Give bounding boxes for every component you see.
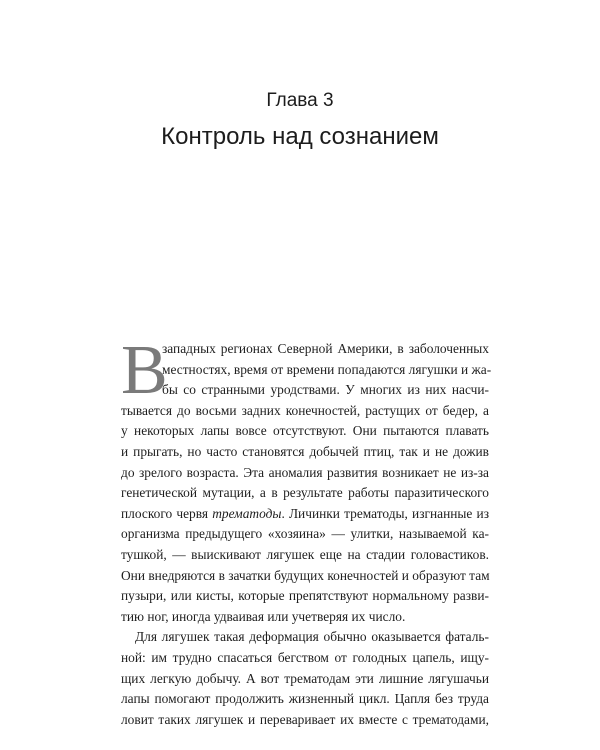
text-line: ловит таких лягушек и переваривает их вместе с трематодами, — [121, 711, 489, 727]
text-line: пузыри, или кисты, которые препятствуют нормальному разви- — [121, 588, 489, 604]
text-fragment: . Личинки трематоды, изгнанные из — [281, 505, 489, 521]
drop-cap: В — [121, 332, 168, 409]
paragraph-1 — [121, 332, 492, 627]
text-line: Они внедряются в зачатки будущих конечностей и образуют там — [121, 567, 490, 583]
chapter-title: Контроль над сознанием — [161, 123, 439, 150]
text-line: ной: им трудно спасаться бегством от голодных цапель, ищу- — [121, 649, 489, 665]
text-fragment: плоского червя — [121, 505, 213, 521]
text-line: западных регионах Северной Америки, в заболоченных — [162, 341, 489, 356]
text-line: у некоторых лапы вовсе отсутствуют. Они пытаются плавать — [121, 423, 489, 439]
text-line: бы со странными уродствами. У многих из них насчи- — [162, 382, 489, 398]
text-line: лапы помогают продолжить жизненный цикл. Цапля без труда — [121, 691, 489, 707]
italic-term: трематоды — [212, 505, 282, 521]
text-line: щих легкую добычу. А вот трематодам эти лишние лягушачьи — [121, 670, 489, 686]
text-line: местностях, время от времени попадаются лягушки и жа- — [162, 361, 492, 377]
text-line: тушкой, — выискивают лягушек еще на стадии головастиков. — [121, 546, 489, 562]
text-line: генетической мутации, а в результате работы паразитического — [121, 485, 489, 501]
text-line: и прыгать, но часто становятся добычей птиц, так и не дожив — [121, 443, 489, 459]
text-line: организма предыдущего «хозяина» — улитки, называемой ка- — [121, 526, 489, 542]
text-line: Для лягушек такая деформация обычно оказывается фаталь- — [135, 629, 489, 645]
paragraph-2 — [121, 627, 489, 730]
chapter-number: Глава 3 — [266, 90, 334, 111]
body-text — [121, 332, 492, 730]
text-line: тию ног, иногда удваивая или учетверяя их число. — [121, 608, 406, 624]
text-line: до зрелого возраста. Эта аномалия развития возникает не из-за — [121, 464, 489, 480]
text-line — [121, 504, 489, 525]
text-line: тывается до восьми задних конечностей, растущих от бедер, а — [121, 402, 489, 418]
